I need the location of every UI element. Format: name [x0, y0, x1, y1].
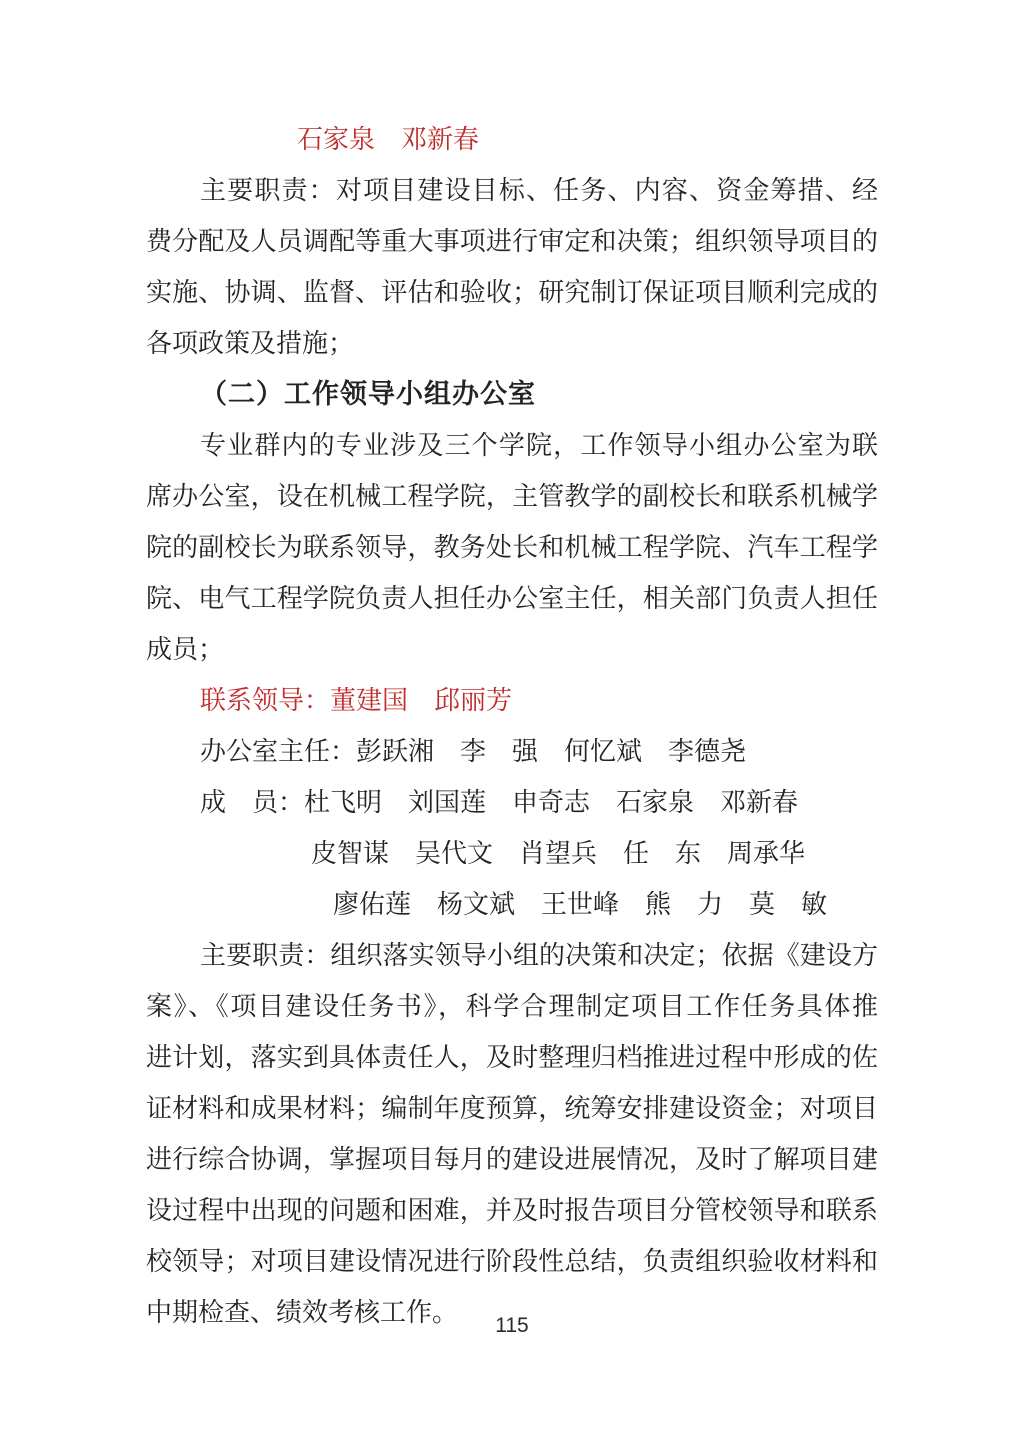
paragraph-line: 案》、《项目建设任务书》，科学合理制定项目工作任务具体推	[146, 992, 878, 1021]
paragraph-line: 中期检查、绩效考核工作。	[146, 1298, 459, 1327]
paragraph-line: 证材料和成果材料；编制年度预算，统筹安排建设资金；对项目	[146, 1094, 878, 1123]
paragraph-line: 进行综合协调，掌握项目每月的建设进展情况，及时了解项目建	[146, 1145, 878, 1174]
liaison-leaders-line: 联系领导：董建国 邱丽芳	[200, 686, 513, 715]
paragraph-line: 成员；	[146, 635, 225, 664]
paragraph-line: 费分配及人员调配等重大事项进行审定和决策；组织领导项目的	[146, 227, 878, 256]
duties-office-paragraph	[146, 930, 878, 1338]
office-intro-paragraph	[146, 420, 878, 675]
page-number: 115	[495, 1314, 529, 1337]
members-row: 皮智谋 吴代文 肖望兵 任 东 周承华	[311, 839, 806, 868]
office-directors-line: 办公室主任：彭跃湘 李 强 何忆斌 李德尧	[200, 737, 747, 766]
paragraph-line: 设过程中出现的问题和困难，并及时报告项目分管校领导和联系	[146, 1196, 878, 1225]
paragraph-line: 各项政策及措施；	[146, 329, 355, 358]
section-heading: （二）工作领导小组办公室	[200, 379, 536, 409]
paragraph-line: 进计划，落实到具体责任人，及时整理归档推进过程中形成的佐	[146, 1043, 878, 1072]
paragraph-line: 校领导；对项目建设情况进行阶段性总结，负责组织验收材料和	[146, 1247, 878, 1276]
paragraph-line: 主要职责：组织落实领导小组的决策和决定；依据《建设方	[200, 941, 878, 970]
paragraph-line: 席办公室，设在机械工程学院，主管教学的副校长和联系机械学	[146, 482, 878, 511]
members-row: 成 员：杜飞明 刘国莲 申奇志 石家泉 邓新春	[200, 788, 799, 817]
members-list	[146, 777, 878, 930]
continued-member-names-line: 石家泉 邓新春	[297, 125, 480, 154]
paragraph-line: 专业群内的专业涉及三个学院，工作领导小组办公室为联	[200, 431, 878, 460]
paragraph-line: 主要职责：对项目建设目标、任务、内容、资金筹措、经	[200, 176, 878, 205]
paragraph-line: 院的副校长为联系领导，教务处长和机械工程学院、汽车工程学	[146, 533, 878, 562]
paragraph-line: 院、电气工程学院负责人担任办公室主任，相关部门负责人担任	[146, 584, 878, 613]
paragraph-line: 实施、协调、监督、评估和验收；研究制订保证项目顺利完成的	[146, 278, 878, 307]
duties-leadgroup-paragraph	[146, 165, 878, 369]
members-row: 廖佑莲 杨文斌 王世峰 熊 力 莫 敏	[333, 890, 828, 919]
